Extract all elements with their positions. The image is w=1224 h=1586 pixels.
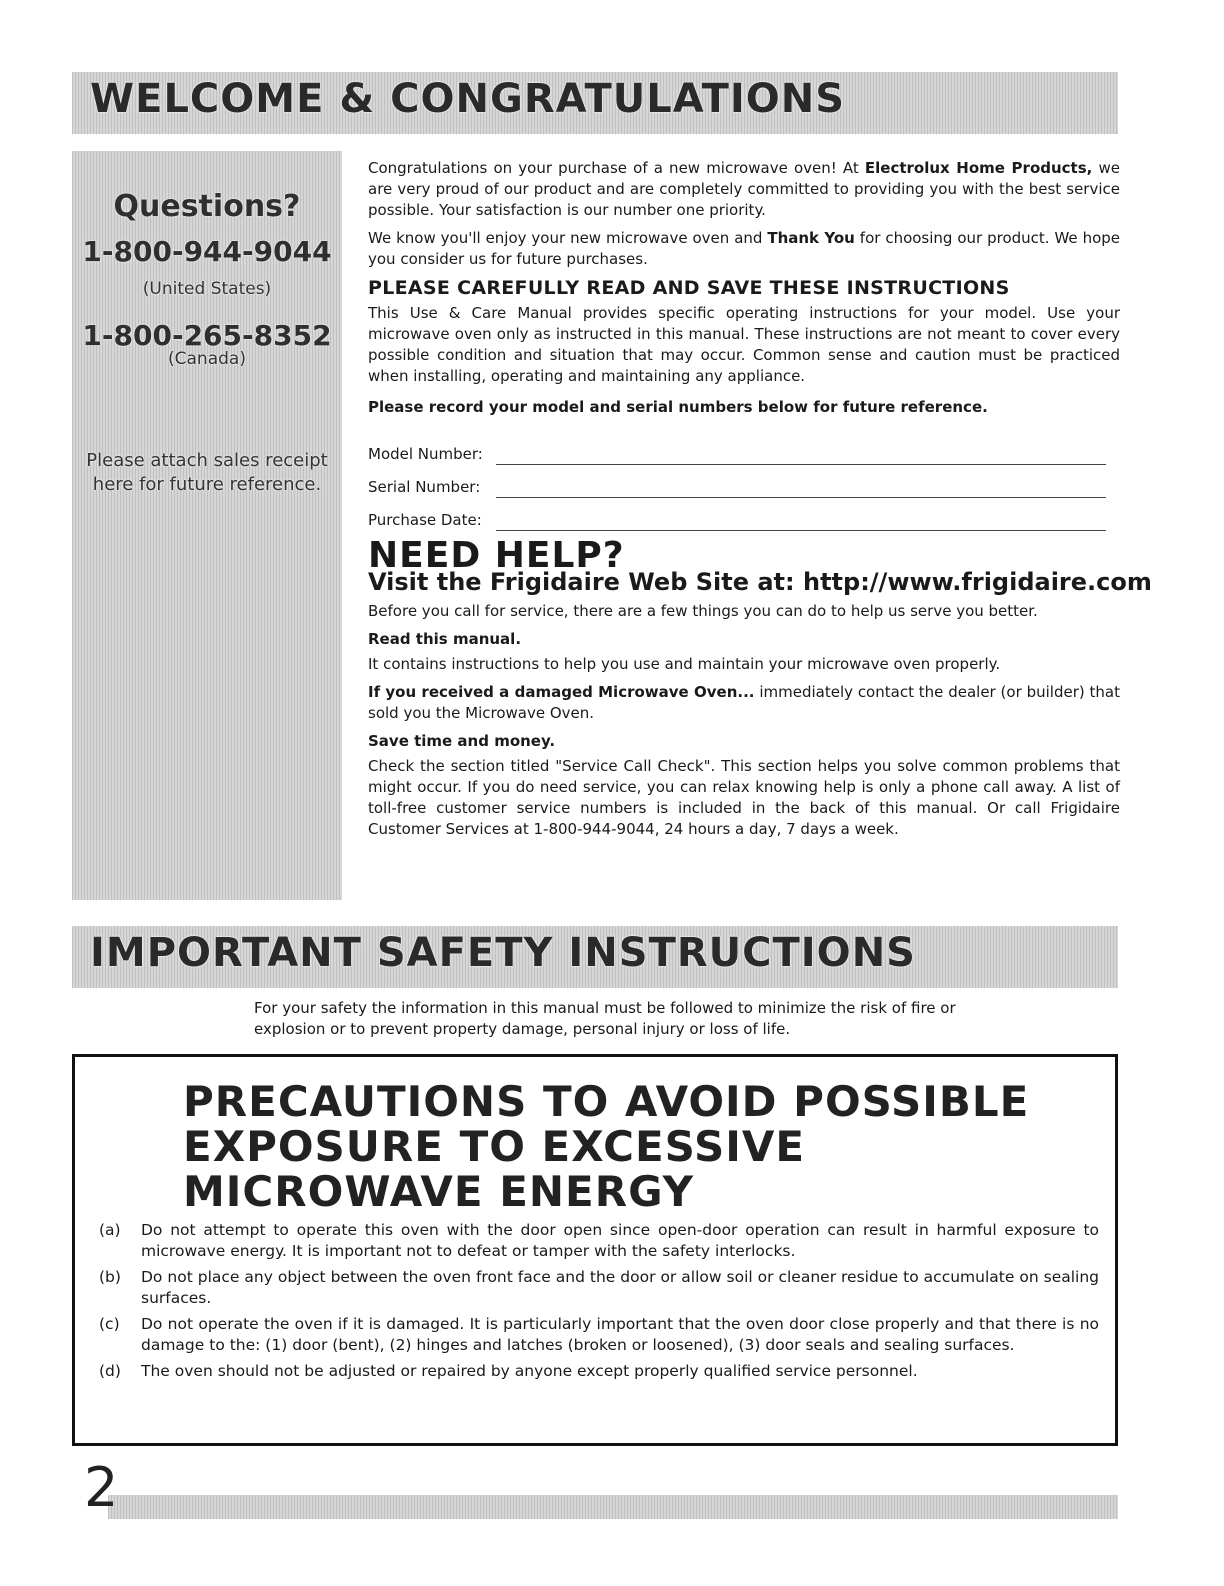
model-number-line[interactable] [496,448,1106,465]
intro-text: we are very proud of our product and are completely committed to providing you with the best service possible. Your satisfaction is our number one priority. [368,159,1120,219]
questions-heading: Questions? [113,189,301,224]
intro-text: We know you'll enjoy your new microwave oven and [368,229,768,247]
list-item [99,1361,1099,1382]
precautions-title [183,1079,1029,1214]
serial-number-label: Serial Number: [368,478,481,496]
thank-you: Thank You [767,229,855,247]
intro-paragraph-2 [368,228,1120,270]
item-text: Do not place any object between the oven front face and the door or allow soil or cleaner residue to accumulate on sealing surfaces. [141,1268,1099,1307]
read-manual-body: It contains instructions to help you use and maintain your microwave oven properly. [368,655,1001,673]
serial-number-line[interactable] [496,481,1106,498]
page-number: 2 [84,1456,119,1519]
item-text: Do not attempt to operate this oven with the door open since open-door operation can result in harmful exposure to microwave energy. It is important not to defeat or tamper with the safety interlocks. [141,1221,1099,1260]
damaged-oven-paragraph [368,682,1120,724]
save-time-title: Save time and money. [368,732,556,750]
serial-number-field[interactable] [368,465,1120,498]
list-item [99,1314,1099,1356]
precautions-title-line: MICROWAVE ENERGY [183,1167,695,1216]
safety-intro: For your safety the information in this manual must be followed to minimize the risk of fire or explosion or to prevent property damage, personal injury or loss of life. [254,999,956,1038]
phone-us: 1-800-944-9044 [82,235,332,268]
need-help-heading: NEED HELP? [368,535,625,576]
welcome-title: WELCOME & CONGRATULATIONS [90,76,846,122]
damaged-oven-title: If you received a damaged Microwave Oven... [368,683,755,701]
intro-text: for choosing our product. We hope you consider us for future purchases. [368,229,1121,268]
region-us: (United States) [142,279,272,299]
help-lead: Before you call for service, there are a few things you can do to help us serve you better. [368,602,1038,620]
purchase-date-label: Purchase Date: [368,511,482,529]
precautions-title-line: EXPOSURE TO EXCESSIVE [183,1122,806,1171]
item-marker: (d) [99,1362,121,1380]
damaged-oven-body: immediately contact the dealer (or builder) that sold you the Microwave Oven. [368,683,1121,722]
save-time-body: Check the section titled "Service Call Check". This section helps you solve common problems that might occur. If you do need service, you can relax knowing help is only a phone call away. A list of toll-free customer service numbers is included in the back of this manual. Or call Frigidaire Customer Services at 1-800-944-9044, 24 hours a day, 7 days a week. [368,757,1120,838]
intro-text: Congratulations on your purchase of a new microwave oven! At [368,159,865,177]
intro-paragraph-1 [368,158,1120,221]
footer-band [108,1495,1118,1519]
contact-sidebar [72,151,342,900]
website-link[interactable]: Visit the Frigidaire Web Site at: http://www.frigidaire.com [368,568,1152,596]
item-marker: (c) [99,1315,120,1333]
main-content [368,158,1152,847]
precautions-list [99,1220,1099,1387]
read-manual-title: Read this manual. [368,630,522,648]
item-text: Do not operate the oven if it is damaged. It is particularly important that the oven door close properly and that there is no damage to the: (1) door (bent), (2) hinges and latches (broken or loosened), (3) door seals and sealing surfaces. [141,1315,1099,1354]
record-note: Please record your model and serial numbers below for future reference. [368,398,988,416]
list-item [99,1220,1099,1262]
item-marker: (b) [99,1268,121,1286]
region-canada: (Canada) [168,349,246,369]
model-number-field[interactable] [368,432,1120,465]
brand-name: Electrolux Home Products, [864,159,1093,177]
purchase-date-line[interactable] [496,514,1106,531]
read-instructions-heading: PLEASE CAREFULLY READ AND SAVE THESE INSTRUCTIONS [368,277,1010,299]
welcome-banner [72,72,1118,134]
safety-title: IMPORTANT SAFETY INSTRUCTIONS [90,930,916,976]
list-item [99,1267,1099,1309]
phone-canada: 1-800-265-8352 [82,319,332,352]
precautions-title-line: PRECAUTIONS TO AVOID POSSIBLE [183,1077,1030,1126]
model-number-label: Model Number: [368,445,483,463]
item-text: The oven should not be adjusted or repaired by anyone except properly qualified service personnel. [141,1362,918,1380]
precautions-box [72,1054,1118,1446]
receipt-note: Please attach sales receipt here for future reference. [86,450,328,495]
read-instructions-body: This Use & Care Manual provides specific operating instructions for your model. Use your microwave oven only as instructed in this manual. These instructions are not meant to cover every possible condition and situation that may occur. Common sense and caution must be practiced when installing, operating and maintaining any appliance. [368,304,1120,385]
item-marker: (a) [99,1221,121,1239]
purchase-date-field[interactable] [368,498,1120,531]
safety-banner [72,926,1118,988]
